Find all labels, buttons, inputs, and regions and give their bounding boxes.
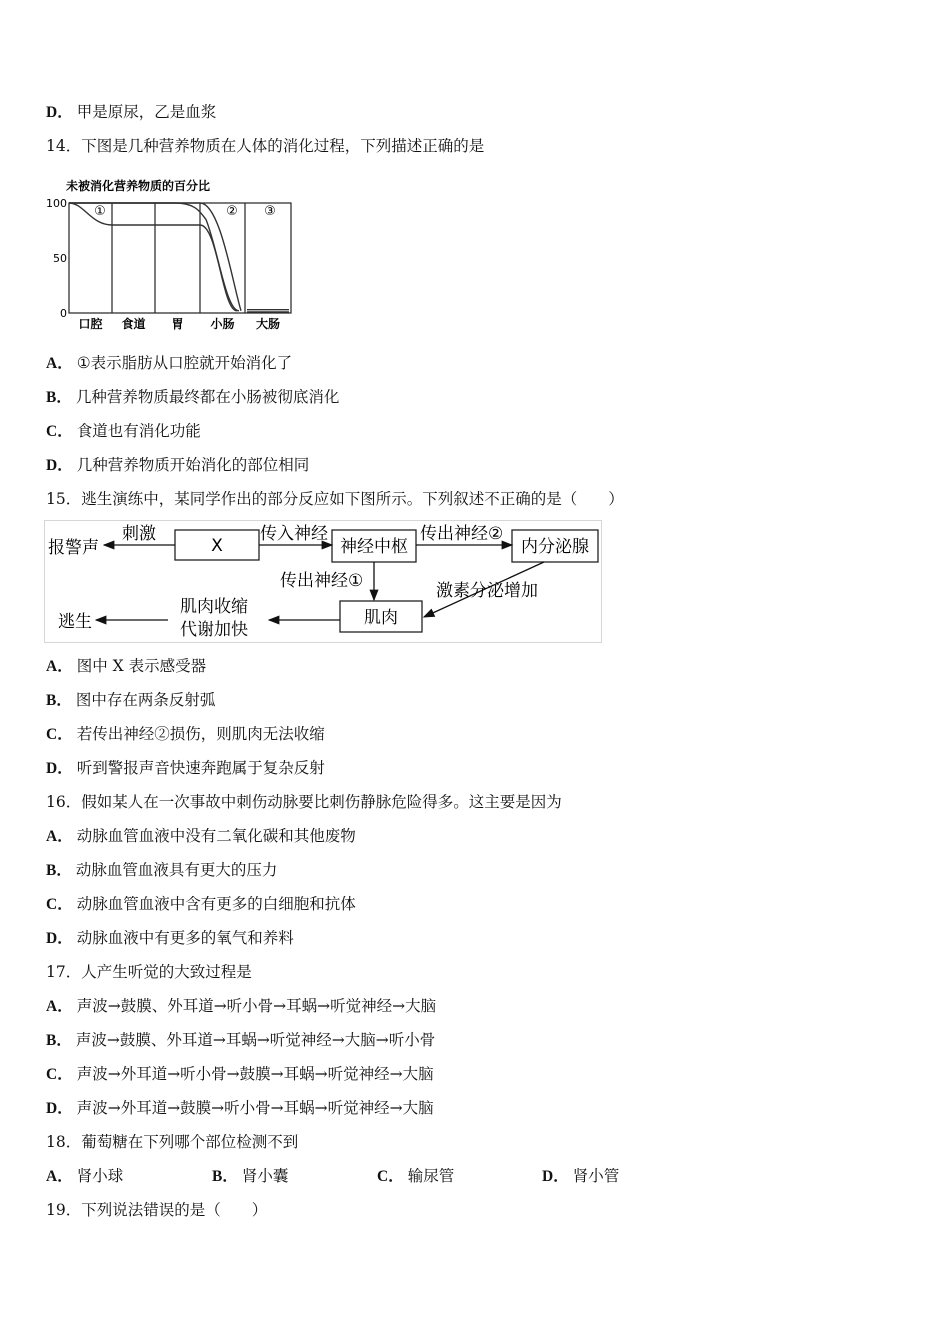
digestion-chart xyxy=(40,175,300,335)
chart-axes xyxy=(69,203,291,313)
x-label-大肠: 大肠 xyxy=(255,317,281,331)
chart-x-labels xyxy=(78,316,280,331)
q18-stem: 18．葡萄糖在下列哪个部位检测不到 xyxy=(46,1133,299,1151)
y-tick-50: 50 xyxy=(53,252,67,265)
q18-option-b[interactable]: B． 肾小囊 xyxy=(212,1167,289,1185)
label-efferent2: 传出神经② xyxy=(420,524,504,544)
label-hormone: 激素分泌增加 xyxy=(436,581,538,601)
q16-stem: 16．假如某人在一次事故中刺伤动脉要比刺伤静脉危险得多。这主要是因为 xyxy=(46,793,562,811)
box-x-label: X xyxy=(211,536,223,556)
q16-option-d[interactable]: D． 动脉血液中有更多的氧气和养料 xyxy=(46,929,294,947)
box-endocrine-gland-label: 内分泌腺 xyxy=(521,537,589,557)
q14-option-c[interactable]: C． 食道也有消化功能 xyxy=(46,422,201,440)
reflex-flow-diagram xyxy=(44,520,604,644)
label-contract1: 肌肉收缩 xyxy=(180,597,248,617)
label-contract2: 代谢加快 xyxy=(180,620,248,640)
x-label-食道: 食道 xyxy=(121,317,146,331)
label-efferent1: 传出神经① xyxy=(280,571,364,591)
x-label-胃: 胃 xyxy=(171,317,184,331)
q17-option-c[interactable]: C． 声波→外耳道→听小骨→鼓膜→耳蜗→听觉神经→大脑 xyxy=(46,1065,434,1083)
series-line-1 xyxy=(69,203,237,311)
q14-option-a[interactable]: A． ①表示脂肪从口腔就开始消化了 xyxy=(46,354,293,372)
chart-y-ticks xyxy=(46,197,67,320)
q17-option-a[interactable]: A． 声波→鼓膜、外耳道→听小骨→耳蜗→听觉神经→大脑 xyxy=(46,997,437,1015)
series-label-1: ① xyxy=(94,204,106,219)
q17-stem: 17．人产生听觉的大致过程是 xyxy=(46,963,252,981)
x-label-口腔: 口腔 xyxy=(78,317,103,331)
q16-option-b[interactable]: B． 动脉血管血液具有更大的压力 xyxy=(46,861,278,879)
q14-option-b[interactable]: B． 几种营养物质最终都在小肠被彻底消化 xyxy=(46,388,340,406)
q15-stem: 15．逃生演练中，某同学作出的部分反应如下图所示。下列叙述不正确的是（ ） xyxy=(46,490,624,508)
q18-option-a[interactable]: A． 肾小球 xyxy=(46,1167,124,1185)
x-label-小肠: 小肠 xyxy=(210,317,235,331)
q17-option-b[interactable]: B． 声波→鼓膜、外耳道→耳蜗→听觉神经→大脑→听小骨 xyxy=(46,1031,436,1049)
label-escape: 逃生 xyxy=(58,612,92,632)
q17-option-d[interactable]: D． 声波→外耳道→鼓膜→听小骨→耳蜗→听觉神经→大脑 xyxy=(46,1099,434,1117)
series-label-2: ② xyxy=(226,204,238,219)
label-afferent: 传入神经 xyxy=(260,524,328,544)
q13-option-d: D． 甲是原尿，乙是血浆 xyxy=(46,103,217,121)
box-muscle-label: 肌肉 xyxy=(364,608,398,628)
q14-stem: 14．下图是几种营养物质在人体的消化过程，下列描述正确的是 xyxy=(46,137,485,155)
q15-option-a[interactable]: A． 图中 X 表示感受器 xyxy=(46,657,207,675)
q15-option-b[interactable]: B． 图中存在两条反射弧 xyxy=(46,691,216,709)
y-tick-100: 100 xyxy=(46,197,67,210)
q14-option-d[interactable]: D． 几种营养物质开始消化的部位相同 xyxy=(46,456,310,474)
label-stimulus: 刺激 xyxy=(122,524,156,544)
y-tick-0: 0 xyxy=(60,307,67,320)
chart-frame xyxy=(69,203,291,313)
q18-option-c[interactable]: C． 输尿管 xyxy=(377,1167,455,1185)
chart-series xyxy=(69,203,289,312)
q15-option-d[interactable]: D． 听到警报声音快速奔跑属于复杂反射 xyxy=(46,759,325,777)
q19-stem: 19．下列说法错误的是（ ） xyxy=(46,1201,268,1219)
q16-option-c[interactable]: C． 动脉血管血液中含有更多的白细胞和抗体 xyxy=(46,895,356,913)
chart-title: 未被消化营养物质的百分比 xyxy=(66,179,211,193)
q18-option-d[interactable]: D． 肾小管 xyxy=(542,1167,620,1185)
series-label-3: ③ xyxy=(264,204,276,219)
label-alarm: 报警声 xyxy=(48,538,99,558)
q15-option-c[interactable]: C． 若传出神经②损伤，则肌肉无法收缩 xyxy=(46,725,325,743)
box-nerve-center-label: 神经中枢 xyxy=(340,537,408,557)
q16-option-a[interactable]: A． 动脉血管血液中没有二氧化碳和其他废物 xyxy=(46,827,356,845)
